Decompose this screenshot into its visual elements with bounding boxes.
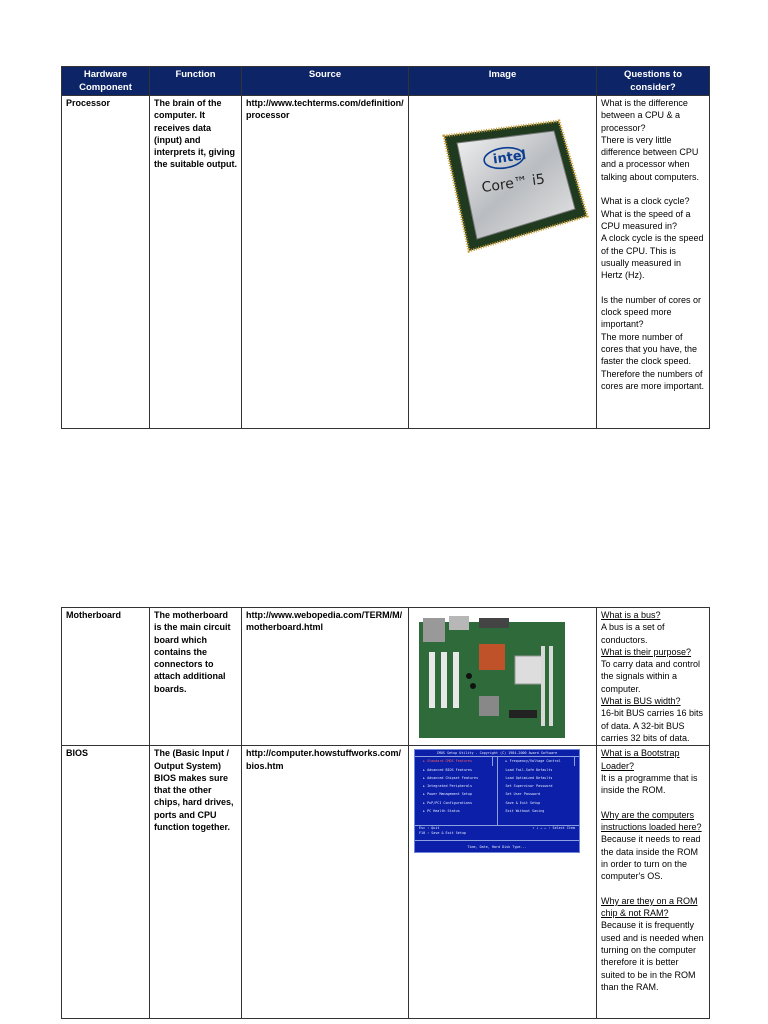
header-questions: Questions to consider? (597, 67, 710, 96)
image-cell (409, 96, 597, 429)
hardware-table-2 (61, 607, 710, 1019)
header-source: Source (242, 67, 409, 96)
answer-text: A bus is a set of conductors. (601, 622, 665, 645)
questions-cell (597, 746, 710, 1019)
header-image: Image (409, 67, 597, 96)
header-row (62, 67, 710, 96)
question-text: What is the difference between a CPU & a processor? (601, 98, 688, 133)
bios-screen-image: CMOS Setup Utility - Copyright (C) 1984-2000 Award Software ► Standard CMOS Features ► Advanced BIOS Features ► Advanced Chipset Features ► Integrated Peripherals ► Power Management Setup ► PnP/PCI Configurations ► PC Health Status ► Frequency/Voltage Control Load Fail-Safe Defaults Load Optimized Defaults Set Supervisor Password Set User Password Save & Exit Setup Exit Without Saving Esc : Quit F10 : Save & Exit Setup ↑ ↓ → ← : Select Item Time, Date, Hard Disk Type... (414, 749, 580, 853)
bios-left-menu: ► Standard CMOS Features ► Advanced BIOS Features ► Advanced Chipset Features ► Integrated Peripherals ► Power Management Setup ► PnP/PCI Configurations ► PC Health Status (415, 757, 498, 825)
answer-text: There is very little difference between CPU and a processor when talking about computers. (601, 134, 700, 182)
image-cell (409, 608, 597, 746)
answer-text: The more number of cores that you have, the faster the clock speed. Therefore the numbers of cores are more important. (601, 331, 705, 391)
question-block (601, 294, 705, 392)
source-link[interactable]: http://www.techterms.com/definition/processor (242, 96, 409, 429)
function-cell: The motherboard is the main circuit board which contains the connectors to attach additional boards. (150, 608, 242, 746)
component-cell: BIOS (62, 746, 150, 1019)
table-row (62, 746, 710, 1019)
answer-text: A clock cycle is the speed of the CPU. This is usually measured in Hertz (Hz). (601, 233, 704, 281)
function-cell: The (Basic Input / Output System) BIOS makes sure that the other chips, hard drives, ports and CPU function together. (150, 746, 242, 1019)
question-text: What is a clock cycle? What is the speed of a CPU measured in? (601, 196, 691, 231)
component-cell: Processor (62, 96, 150, 429)
answer-text: Because it is frequently used and is needed when turning on the computer therefore it is better suited to be in the ROM than the RAM. (601, 920, 704, 992)
answer-text: 16-bit BUS carries 16 bits of data. A 32-bit BUS carries 32 bits of data. (601, 708, 704, 743)
question-text: What is a Bootstrap Loader? (601, 748, 680, 771)
question-text: Is the number of cores or clock speed more important? (601, 294, 702, 330)
source-link[interactable]: http://www.webopedia.com/TERM/M/motherboard.html (242, 608, 409, 746)
motherboard-image (419, 616, 569, 741)
questions-cell (597, 96, 710, 429)
core-i5-logo-text: Core™ i5 (480, 171, 546, 197)
bios-right-menu: ► Frequency/Voltage Control Load Fail-Safe Defaults Load Optimized Defaults Set Supervisor Password Set User Password Save & Exit Setup Exit Without Saving (498, 757, 580, 825)
hardware-table-1 (61, 66, 710, 429)
question-block (601, 97, 705, 183)
question-text: Why are they on a ROM chip & not RAM? (601, 895, 698, 919)
questions-cell (597, 608, 710, 746)
question-text: What is BUS width? (601, 696, 681, 707)
answer-text: To carry data and control the signals within a computer. (601, 659, 701, 694)
answer-text: It is a programme that is inside the ROM. (601, 772, 698, 796)
table-row (62, 608, 710, 746)
question-text: What is a bus? (601, 610, 661, 620)
question-block (601, 195, 705, 281)
image-cell (409, 746, 597, 1019)
bios-title: CMOS Setup Utility - Copyright (C) 1984-2000 Award Software (415, 750, 579, 757)
header-hardware-component: Hardware Component (62, 67, 150, 96)
source-link[interactable]: http://computer.howstuffworks.com/bios.htm (242, 746, 409, 1019)
function-cell: The brain of the computer. It receives data (input) and interprets it, giving the suitable output. (150, 96, 242, 429)
question-text: What is their purpose? (601, 646, 692, 657)
answer-text: Because it needs to read the data inside the ROM in order to turn on the computer's OS. (601, 834, 701, 882)
intel-logo-text: intel (492, 147, 528, 168)
intel-core-i5-cpu-image (409, 101, 597, 261)
question-text: Why are the computers instructions loaded here? (601, 809, 702, 833)
header-function: Function (150, 67, 242, 96)
table-row (62, 96, 710, 429)
component-cell: Motherboard (62, 608, 150, 746)
